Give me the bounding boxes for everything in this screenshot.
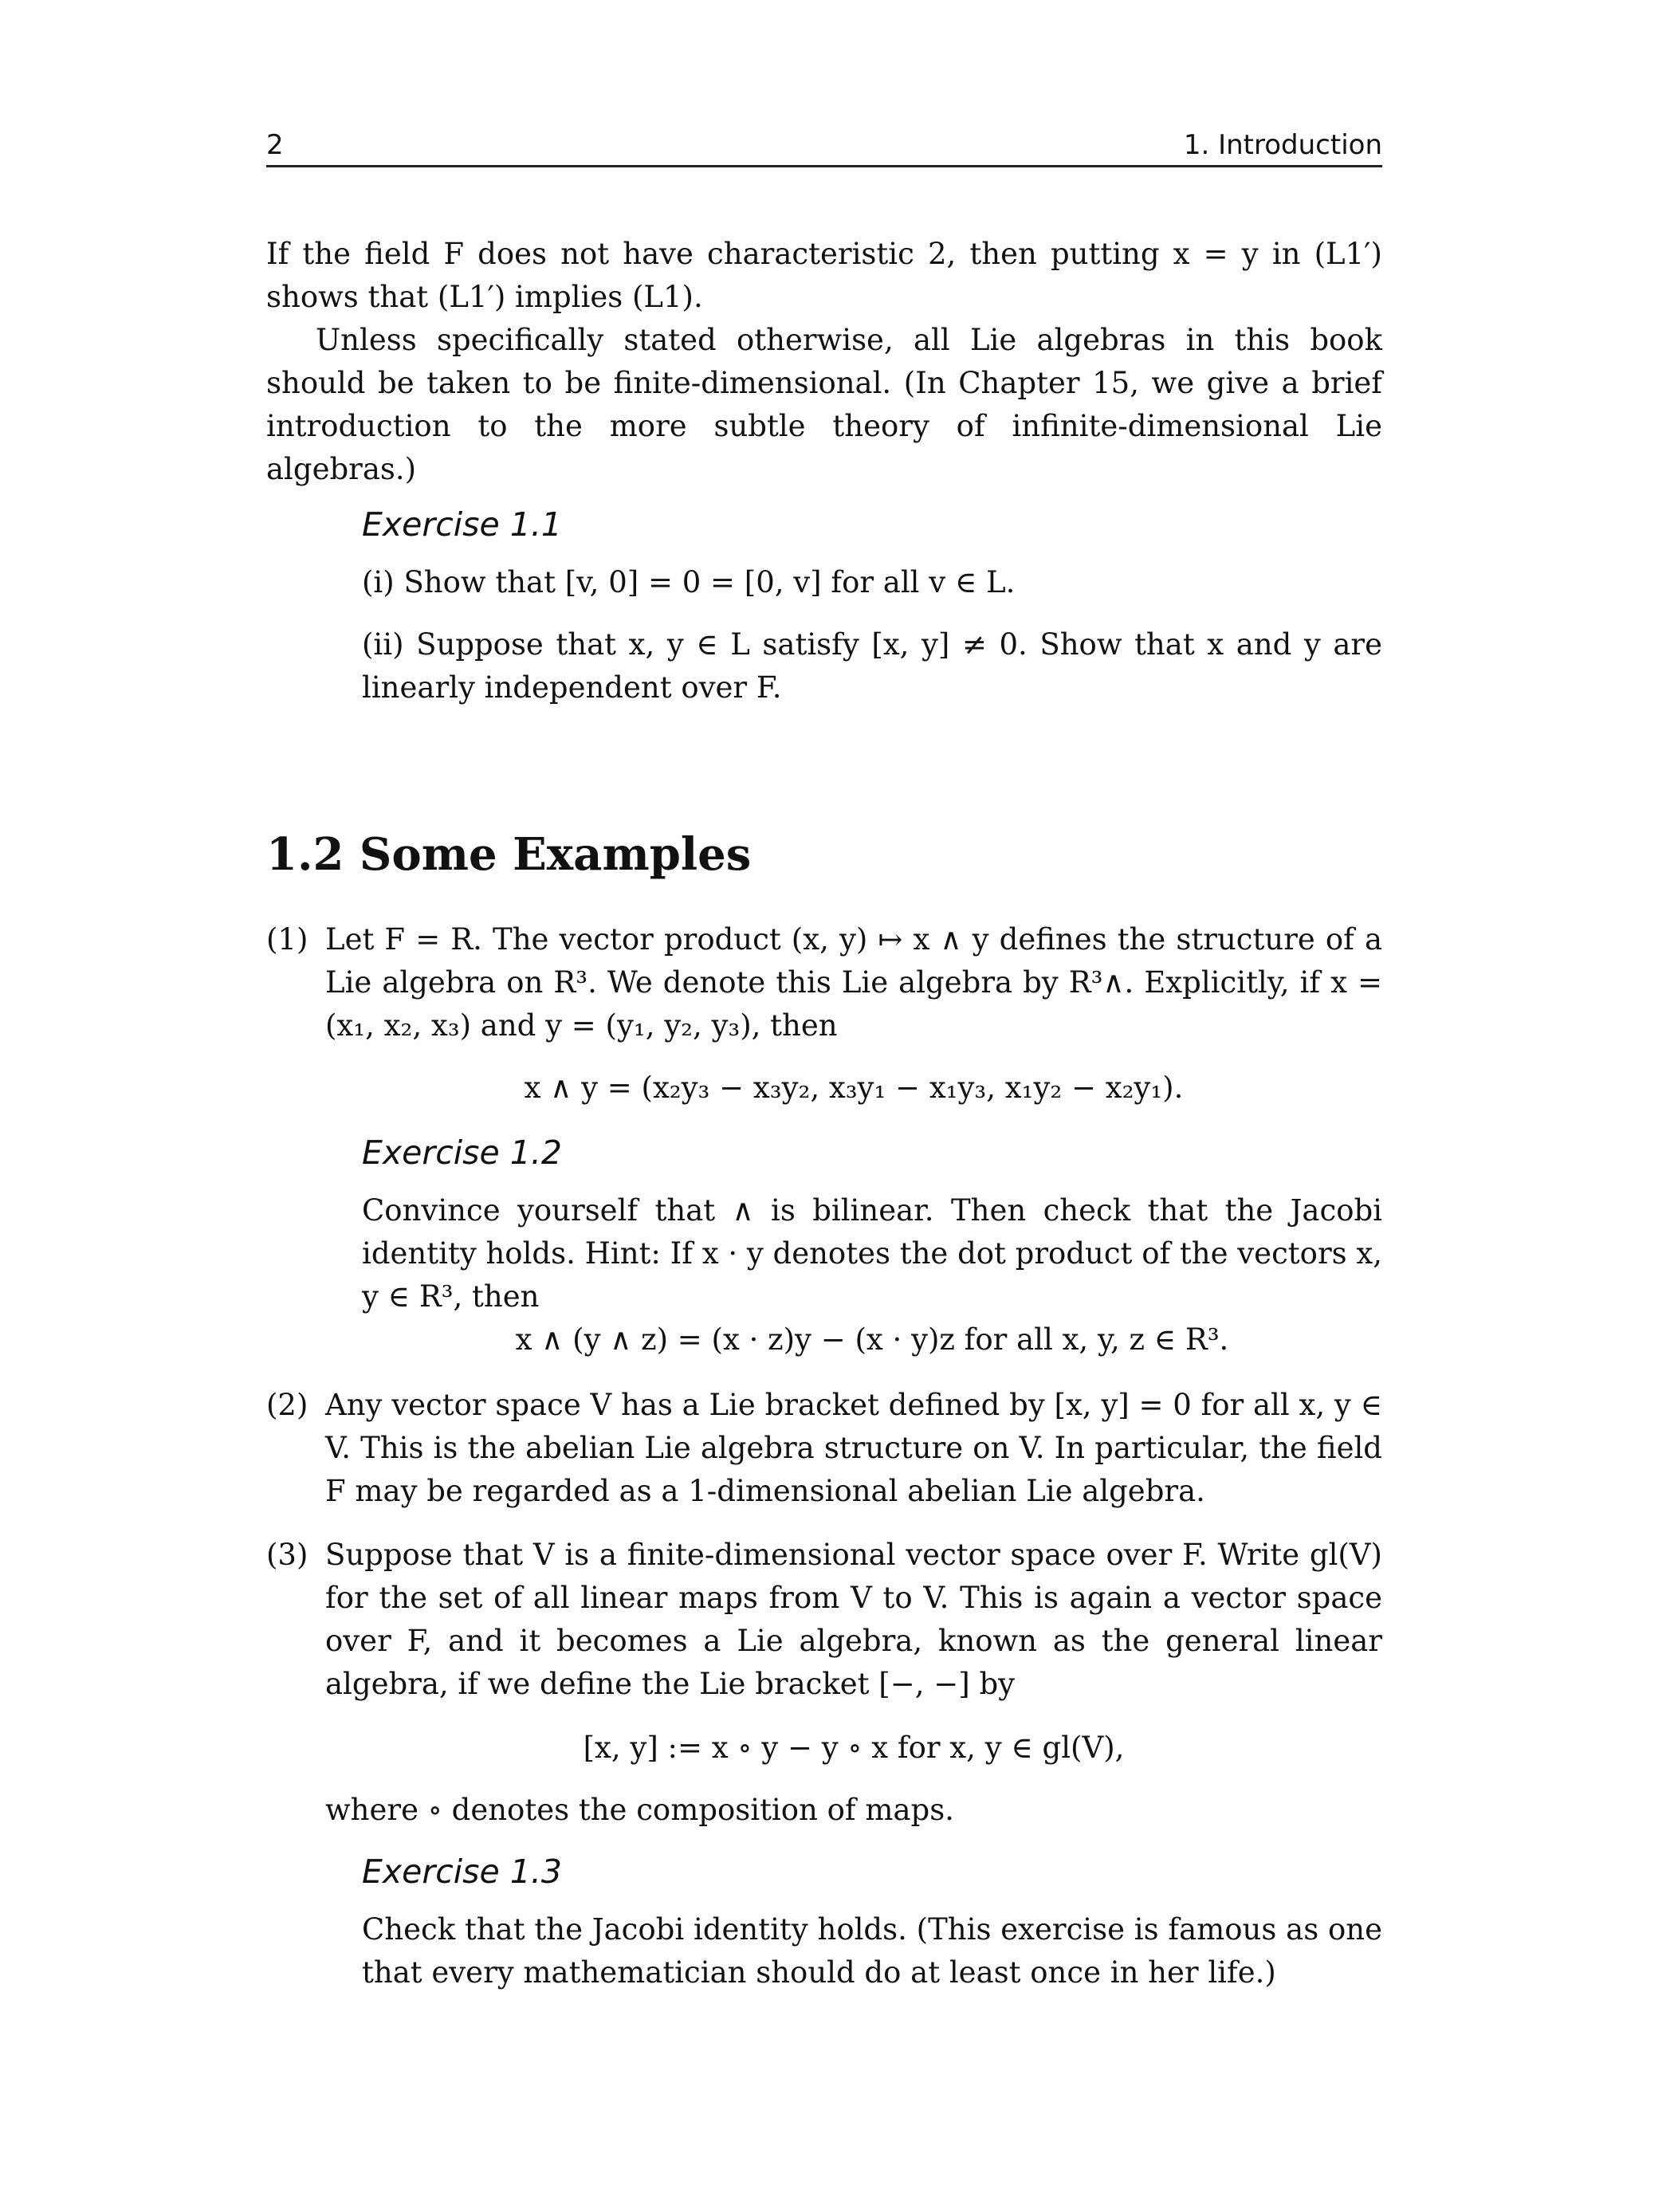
page-header bbox=[266, 126, 1382, 167]
exercise-text: Convince yourself that ∧ is bilinear. Then check that the Jacobi identity holds. Hint: If x · y denotes the dot product of the vectors x, y ∈ R³, then bbox=[362, 1193, 1383, 1314]
example-item-1 bbox=[266, 918, 1382, 1361]
header-rule bbox=[266, 165, 1382, 167]
item-label: (1) bbox=[266, 922, 308, 957]
paragraph-finite-dimensional: Unless specifically stated otherwise, all Lie algebras in this book should be taken to be finite-dimensional. (In Chapter 15, we give a brief introduction to the more subtle theory of infinite-dimensional Lie algebras.) bbox=[266, 323, 1382, 486]
exercise-1-1 bbox=[362, 502, 1382, 709]
example-item-3 bbox=[266, 1534, 1382, 1994]
item-label: (3) bbox=[266, 1538, 308, 1572]
page-number: 2 bbox=[266, 129, 284, 161]
page-content bbox=[266, 233, 1382, 1994]
section-title: 1.2 Some Examples bbox=[266, 828, 752, 881]
example-text: Any vector space V has a Lie bracket defined by [x, y] = 0 for all x, y ∈ V. This is the abelian Lie algebra structure on V. In particular, the field F may be regarded as a 1-dimensional abelian Lie algebra. bbox=[325, 1388, 1382, 1508]
example-text: Let F = R. The vector product (x, y) ↦ x ∧ y defines the structure of a Lie algebra on R³. We denote this Lie algebra by R³∧. Explicitly, if x = (x₁, x₂, x₃) and y = (y₁, y₂, y₃), then bbox=[325, 922, 1382, 1043]
exercise-1-2 bbox=[362, 1130, 1382, 1361]
display-formula: x ∧ y = (x₂y₃ − x₃y₂, x₃y₁ − x₁y₃, x₁y₂ − x₂y₁). bbox=[524, 1071, 1184, 1105]
exercise-title: Exercise 1.3 bbox=[362, 1853, 563, 1891]
display-formula: [x, y] := x ∘ y − y ∘ x for x, y ∈ gl(V), bbox=[583, 1731, 1125, 1765]
exercise-part-ii: (ii) Suppose that x, y ∈ L satisfy [x, y] ≠ 0. Show that x and y are linearly independent over F. bbox=[362, 627, 1382, 705]
exercise-text: Check that the Jacobi identity holds. (This exercise is famous as one that every mathematician should do at least once in her life.) bbox=[362, 1912, 1382, 1990]
example-text: Suppose that V is a finite-dimensional vector space over F. Write gl(V) for the set of all linear maps from V to V. This is again a vector space over F, and it becomes a Lie algebra, known as the general linear algebra, if we define the Lie bracket [−, −] by bbox=[325, 1538, 1382, 1701]
paragraph-characteristic: If the field F does not have characteristic 2, then putting x = y in (L1′) shows that (L1′) implies (L1). bbox=[266, 237, 1382, 314]
exercise-1-3 bbox=[362, 1849, 1382, 1994]
example-item-2 bbox=[266, 1384, 1382, 1513]
display-formula: x ∧ (y ∧ z) = (x · z)y − (x · y)z for all x, y, z ∈ R³. bbox=[515, 1322, 1229, 1357]
example-after-text: where ∘ denotes the composition of maps. bbox=[325, 1793, 954, 1827]
item-label: (2) bbox=[266, 1388, 308, 1422]
exercise-part-i: (i) Show that [v, 0] = 0 = [0, v] for all v ∈ L. bbox=[362, 565, 1016, 599]
exercise-title: Exercise 1.1 bbox=[362, 505, 563, 544]
exercise-title: Exercise 1.2 bbox=[362, 1134, 563, 1172]
running-head: 1. Introduction bbox=[1183, 129, 1382, 161]
